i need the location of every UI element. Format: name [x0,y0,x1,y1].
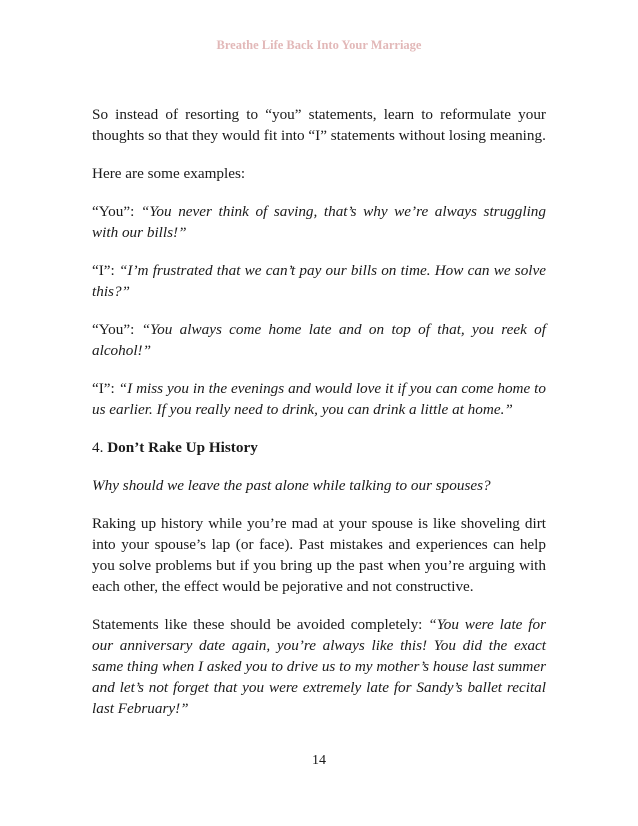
closing-quote: “You were late for our anniversary date again, you’re always like this! You did the exact same thing when I asked you to drive us to my mother’s house last summer and let’s not forget that you were extremely late for Sandy’s ballet recital last February!” [92,616,546,717]
examples-intro: Here are some examples: [92,165,246,182]
running-header: Breathe Life Back Into Your Marriage [216,38,422,52]
example-i-1 [92,260,546,302]
example-quote: “I miss you in the evenings and would love it if you can come home to us earlier. If you really need to drink, you can drink a little at home.” [92,380,546,418]
example-label: “I”: [92,262,119,279]
example-quote: “You always come home late and on top of that, you reek of alcohol!” [92,321,546,359]
example-i-2 [92,378,546,420]
history-paragraph: Raking up history while you’re mad at your spouse is like shoveling dirt into your spouse’s lap (or face). Past mistakes and experiences can help you solve problems but if you bring up the past when you’re arguing with each other, the effect would be pejorative and not constructive. [92,515,546,595]
example-you-2 [92,319,546,361]
example-label: “You”: [92,203,141,220]
section-heading [92,437,546,458]
page-body [92,104,546,719]
example-you-1 [92,201,546,243]
page-number: 14 [312,753,326,768]
example-label: “I”: [92,380,119,397]
example-label: “You”: [92,321,142,338]
example-quote: “I’m frustrated that we can’t pay our bills on time. How can we solve this?” [92,262,547,300]
closing-paragraph [92,614,546,719]
intro-paragraph: So instead of resorting to “you” statements, learn to reformulate your thoughts so that they would fit into “I” statements without losing meaning. [92,106,546,144]
section-number: 4. [92,439,108,456]
section-title: Don’t Rake Up History [107,439,258,456]
example-quote: “You never think of saving, that’s why we’re always struggling with our bills!” [92,203,546,241]
closing-lead: Statements like these should be avoided completely: [92,616,429,633]
section-question: Why should we leave the past alone while talking to our spouses? [92,477,491,494]
